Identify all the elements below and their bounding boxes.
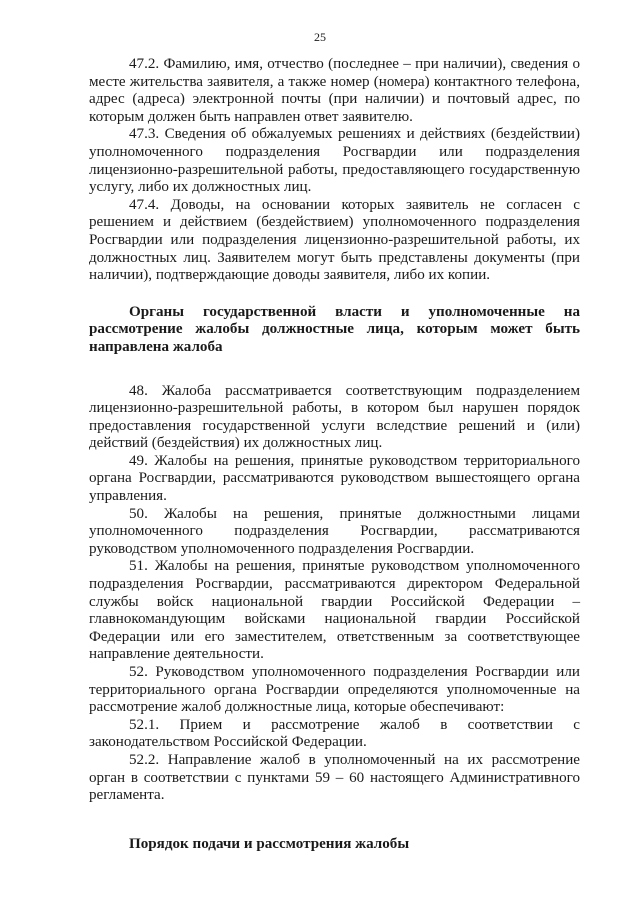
paragraph-49: 49. Жалобы на решения, принятые руководством территориального органа Росгвардии, рассматриваются руководством вышестоящего органа управления.	[89, 452, 580, 505]
document-body	[89, 56, 580, 853]
paragraph-52-1: 52.1. Прием и рассмотрение жалоб в соответствии с законодательством Российской Федерации.	[89, 716, 580, 751]
section-heading-authorities: Органы государственной власти и уполномоченные на рассмотрение жалобы должностные лица, которым может быть направлена жалоба	[89, 303, 580, 355]
paragraph-51: 51. Жалобы на решения, принятые руководством уполномоченного подразделения Росгвардии, рассматриваются директором Федеральной службы войск национальной гвардии Российской Федерации – главнокомандующим войсками национальной гвардии Российской Федерации или его заместителем, ответственным за соответствующее направление деятельности.	[89, 558, 580, 663]
paragraph-47-3: 47.3. Сведения об обжалуемых решениях и действиях (бездействии) уполномоченного подразделения Росгвардии или подразделения лицензионно-разрешительной работы, предоставляющего государственную услугу, либо их должностных лиц.	[89, 126, 580, 196]
paragraph-52-2: 52.2. Направление жалоб в уполномоченный на их рассмотрение орган в соответствии с пунктами 59 – 60 настоящего Административного регламента.	[89, 751, 580, 804]
paragraph-48: 48. Жалоба рассматривается соответствующим подразделением лицензионно-разрешительной работы, в котором был нарушен порядок предоставления государственной услуги вследствие решений и (или) действий (бездействия) их должностных лиц.	[89, 382, 580, 452]
paragraph-47-2: 47.2. Фамилию, имя, отчество (последнее – при наличии), сведения о месте жительства заявителя, а также номер (номера) контактного телефона, адрес (адреса) электронной почты (при наличии) и почтовый адрес, по которым должен быть направлен ответ заявителю.	[89, 56, 580, 125]
page-number: 25	[314, 30, 326, 44]
paragraph-50: 50. Жалобы на решения, принятые должностными лицами уполномоченного подразделения Росгвардии, рассматриваются руководством уполномоченного подразделения Росгвардии.	[89, 505, 580, 557]
section-heading-procedure: Порядок подачи и рассмотрения жалобы	[129, 835, 410, 852]
paragraph-47-4: 47.4. Доводы, на основании которых заявитель не согласен с решением и действием (бездействием) уполномоченного подразделения Росгвардии или подразделения лицензионно-разрешительной работы, их должностных лиц. Заявителем могут быть представлены документы (при наличии), подтверждающие доводы заявителя, либо их копии.	[89, 196, 580, 284]
paragraph-52: 52. Руководством уполномоченного подразделения Росгвардии или территориального органа Росгвардии определяются уполномоченные на рассмотрение жалоб должностные лица, которые обеспечивают:	[89, 664, 580, 716]
